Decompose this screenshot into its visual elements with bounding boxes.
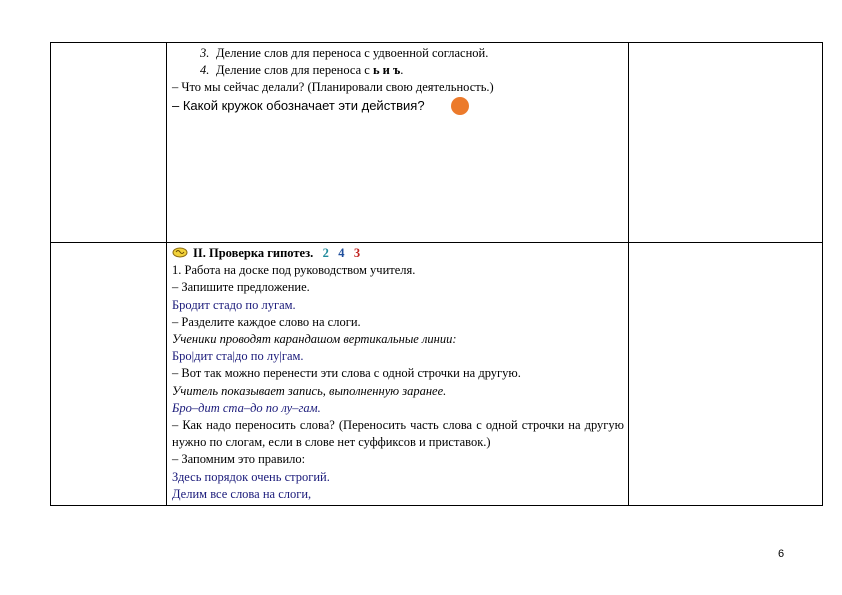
text-line: Ученики проводят карандашом вертикальные линии: <box>172 332 457 347</box>
table-cell-left <box>51 43 167 243</box>
hypothesis-icon <box>172 246 188 258</box>
question-text: – Что мы сейчас делали? (Планировали свою деятельность.) <box>172 80 494 95</box>
text-line: 1. Работа на доске под руководством учителя. <box>172 263 416 278</box>
text-line: – Разделите каждое слово на слоги. <box>172 314 361 329</box>
question-text: – Какой кружок обозначает эти действия? <box>172 97 425 113</box>
text-line: – Вот так можно перенести эти слова с одной строчки на другую. <box>172 366 521 381</box>
grade-mark: 3 <box>353 246 361 260</box>
list-item: 4. Деление слов для переноса с ь и ъ. <box>200 63 404 78</box>
text-line: – Как надо переносить слова? (Переносить часть слова с одной строчки на другую нужно по слогам, если в слове нет суффиксов и приставок.) <box>172 418 624 450</box>
text-line: Делим все слова на слоги, <box>172 486 312 501</box>
grade-mark: 4 <box>338 246 345 260</box>
text-line: Бро–дит ста–до по лу–гам. <box>172 400 321 415</box>
text-line: Учитель показывает запись, выполненную заранее. <box>172 383 447 398</box>
table-cell-left <box>51 243 167 506</box>
table-row <box>51 43 823 243</box>
table-cell-main <box>167 43 629 243</box>
grade-mark: 2 <box>322 246 329 260</box>
table-cell-right <box>629 243 823 506</box>
text-line: Бро|дит ста|до по лу|гам. <box>172 349 304 364</box>
page-number: 6 <box>778 548 785 560</box>
table-cell-main <box>167 243 629 506</box>
text-line: Здесь порядок очень строгий. <box>172 469 330 484</box>
list-item: 3. Деление слов для переноса с удвоенной согласной. <box>200 46 489 60</box>
orange-dot <box>451 97 469 115</box>
text-line: Бродит стадо по лугам. <box>172 297 296 312</box>
text-line: – Запомним это правило: <box>172 452 306 467</box>
lesson-table <box>50 42 823 506</box>
table-row <box>51 243 823 506</box>
text-line: – Запишите предложение. <box>172 280 310 295</box>
section-heading: II. Проверка гипотез. 2 4 3 <box>172 245 624 262</box>
table-cell-right <box>629 43 823 243</box>
